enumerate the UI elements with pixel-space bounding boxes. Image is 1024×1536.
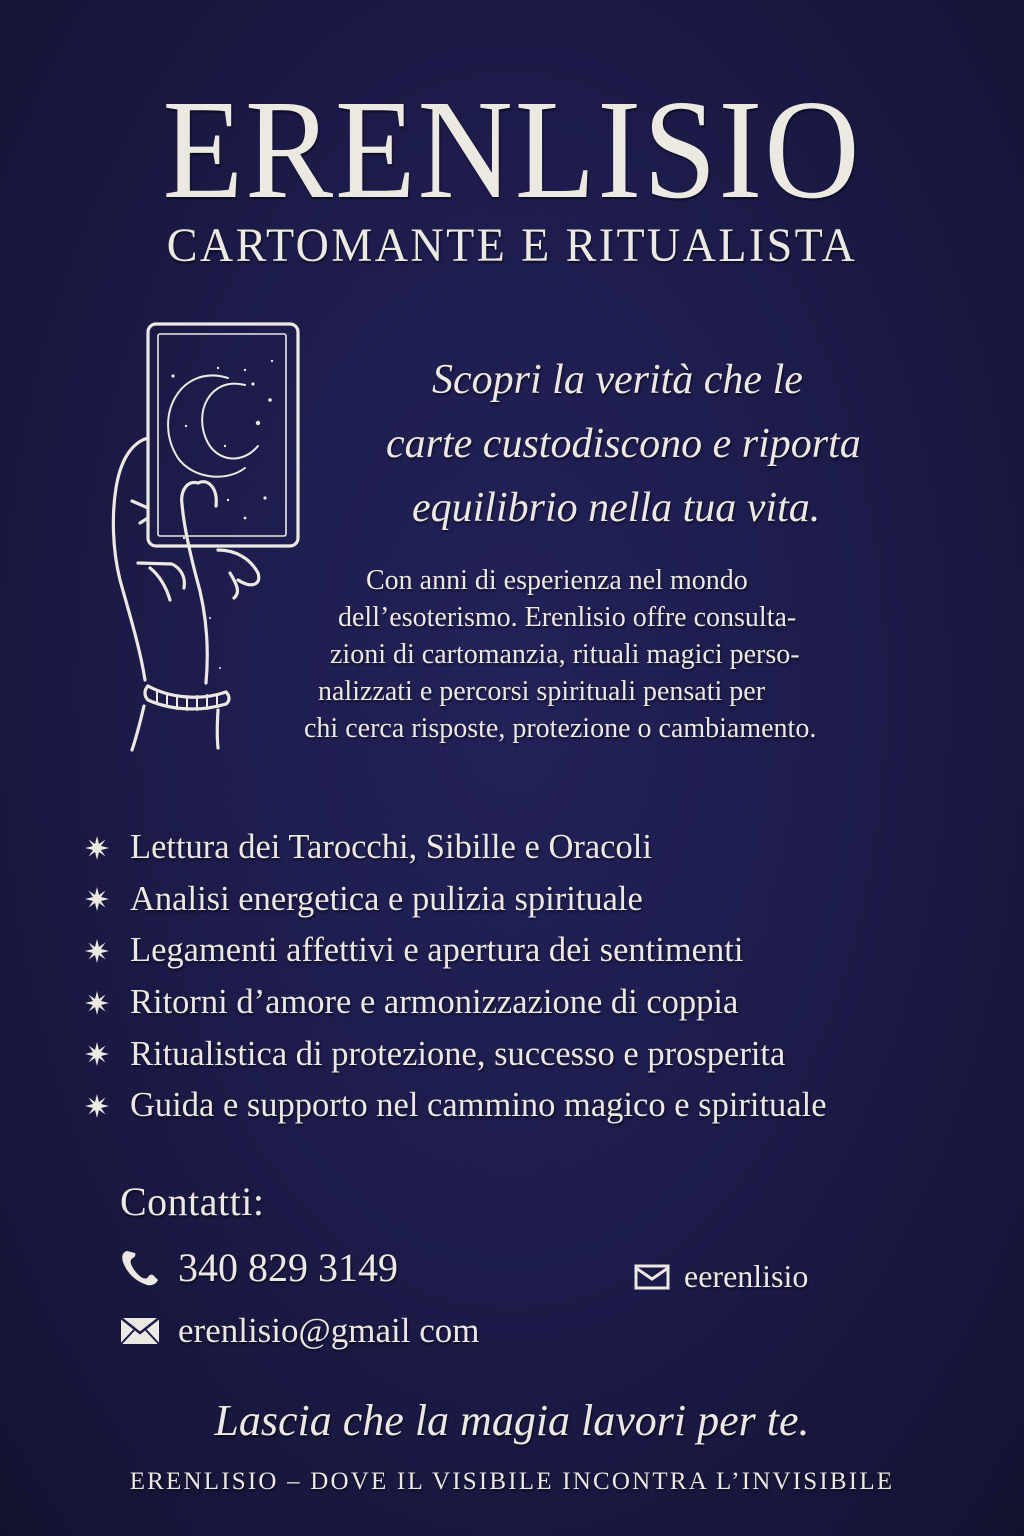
page-title: ERENLISIO (162, 70, 862, 228)
footer-motto: ERENLISIO – DOVE IL VISIBILE INCONTRA L’INVISIBILE (129, 1468, 895, 1495)
service-item (84, 874, 1004, 926)
eight-point-star-icon (84, 835, 130, 861)
service-label: Guida e supporto nel cammino magico e spirituale (130, 1086, 827, 1125)
intro-line: zioni di cartomanzia, rituali magici perso- (330, 639, 800, 670)
intro-line: nalizzati e percorsi spirituali pensati per (318, 676, 766, 707)
eight-point-star-icon (84, 1041, 130, 1067)
eight-point-star-icon (84, 938, 130, 964)
social-handle[interactable]: eerenlisio (684, 1258, 809, 1294)
service-item (84, 1080, 1004, 1132)
phone-icon (120, 1249, 160, 1287)
service-label: Lettura dei Tarocchi, Sibille e Oracoli (130, 828, 652, 867)
tagline (370, 348, 970, 540)
envelope-outline-icon (634, 1263, 670, 1291)
social-contact[interactable] (634, 1258, 808, 1295)
intro-line: chi cerca risposte, protezione o cambiamento. (304, 713, 817, 744)
intro-line: dell’esoterismo. Erenlisio offre consulta- (338, 602, 797, 633)
phone-contact[interactable] (120, 1244, 398, 1291)
envelope-icon (120, 1316, 160, 1346)
email-address[interactable]: erenlisio@gmail com (178, 1311, 480, 1350)
page-subtitle: CARTOMANTE E RITUALISTA (166, 219, 858, 272)
eight-point-star-icon (84, 886, 130, 912)
intro-paragraph (290, 562, 990, 747)
phone-number[interactable]: 340 829 3149 (178, 1245, 398, 1290)
service-label: Legamenti affettivi e apertura dei sentimenti (130, 931, 744, 970)
eight-point-star-icon (84, 1093, 130, 1119)
intro-line: Con anni di esperienza nel mondo (366, 565, 748, 596)
closing-slogan: Lascia che la magia lavori per te. (214, 1396, 810, 1445)
hand-holding-tarot-card-illustration (100, 318, 320, 758)
tagline-line: equilibrio nella tua vita. (412, 485, 821, 531)
service-item (84, 977, 1004, 1029)
tagline-line: carte custodiscono e riporta (386, 421, 861, 467)
email-contact[interactable] (120, 1311, 479, 1351)
service-item (84, 925, 1004, 977)
service-label: Ritorni d’amore e armonizzazione di coppia (130, 983, 739, 1022)
eight-point-star-icon (84, 990, 130, 1016)
tarot-hand-icon (100, 318, 320, 758)
tagline-line: Scopri la verità che le (432, 357, 803, 403)
services-list (84, 822, 1004, 1132)
service-item (84, 1028, 1004, 1080)
service-label: Ritualistica di protezione, successo e prosperita (130, 1034, 786, 1073)
contacts-heading: Contatti: (120, 1179, 265, 1224)
service-item (84, 822, 1004, 874)
service-label: Analisi energetica e pulizia spirituale (130, 879, 643, 918)
